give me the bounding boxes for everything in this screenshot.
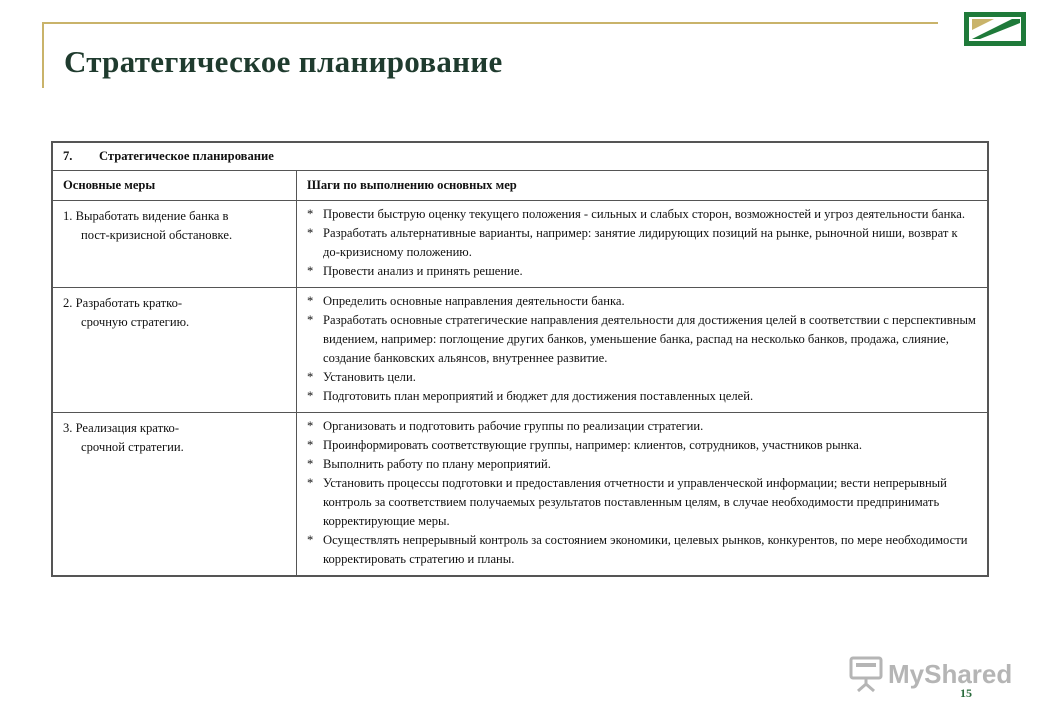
top-rule <box>42 22 938 24</box>
section-title: Стратегическое планирование <box>99 149 274 163</box>
measure-cell <box>52 413 297 577</box>
list-item: * Организовать и подготовить рабочие группы по реализации стратегии. <box>307 419 704 433</box>
page-number: 15 <box>960 686 972 700</box>
watermark <box>848 655 1013 695</box>
left-rule <box>42 22 44 88</box>
list-item: * Провести быструю оценку текущего положения - сильных и слабых сторон, возможностей и угроз деятельности банка. <box>307 207 966 221</box>
list-item: * Осуществлять непрерывный контроль за состоянием экономики, целевых рынков, конкурентов, по мере необходимости корректировать стратегию и планы. <box>307 533 968 566</box>
steps-cell <box>297 288 989 413</box>
list-item: * Подготовить план мероприятий и бюджет для достижения поставленных целей. <box>307 389 754 403</box>
measure-cell <box>52 288 297 413</box>
list-item: * Провести анализ и принять решение. <box>307 264 523 278</box>
header-row <box>52 171 988 201</box>
page-title: Стратегическое планирование <box>64 44 503 79</box>
list-item: * Разработать основные стратегические направления деятельности для достижения целей в соответствии с перспективным видением, например: поглощение других банков, уменьшение банка, распад на несколько банков, продажа, слияние, создание банковских альянсов, внутреннее развитие. <box>307 313 976 365</box>
header-steps: Шаги по выполнению основных мер <box>297 171 989 201</box>
section-number: 7. <box>63 149 73 163</box>
list-item: * Разработать альтернативные варианты, например: занятие лидирующих позиций на рынке, рыночной ниши, возврат к до-кризисному положению. <box>307 226 958 259</box>
table-row <box>52 413 988 577</box>
list-item: * Проинформировать соответствующие группы, например: клиентов, сотрудников, участников рынка. <box>307 438 862 452</box>
measure-text: 1. Выработать видение банка в <box>63 209 229 223</box>
measure-text-cont: срочную стратегию. <box>81 315 190 329</box>
table-row <box>52 201 988 288</box>
measure-cell <box>52 201 297 288</box>
section-cell <box>52 142 988 171</box>
measure-text-cont: пост-кризисной обстановке. <box>81 228 233 242</box>
table-row <box>52 288 988 413</box>
list-item: * Установить процессы подготовки и предоставления отчетности и управленческой информации; вести непрерывный контроль за соответствием получаемых результатов поставленным целям, в случае необходимости предпринимать корректирующие меры. <box>307 476 947 528</box>
strategy-table <box>51 141 989 577</box>
steps-cell <box>297 201 989 288</box>
list-item: * Выполнить работу по плану мероприятий. <box>307 457 551 471</box>
steps-cell <box>297 413 989 577</box>
company-logo-icon <box>964 12 1026 46</box>
list-item: * Установить цели. <box>307 370 416 384</box>
section-row <box>52 142 988 171</box>
presentation-board-icon <box>848 655 884 693</box>
measure-text-cont: срочной стратегии. <box>81 440 184 454</box>
list-item: * Определить основные направления деятельности банка. <box>307 294 625 308</box>
measure-text: 3. Реализация кратко- <box>63 421 180 435</box>
watermark-text: MyShared <box>888 659 1013 689</box>
header-measures: Основные меры <box>52 171 297 201</box>
measure-text: 2. Разработать кратко- <box>63 296 183 310</box>
